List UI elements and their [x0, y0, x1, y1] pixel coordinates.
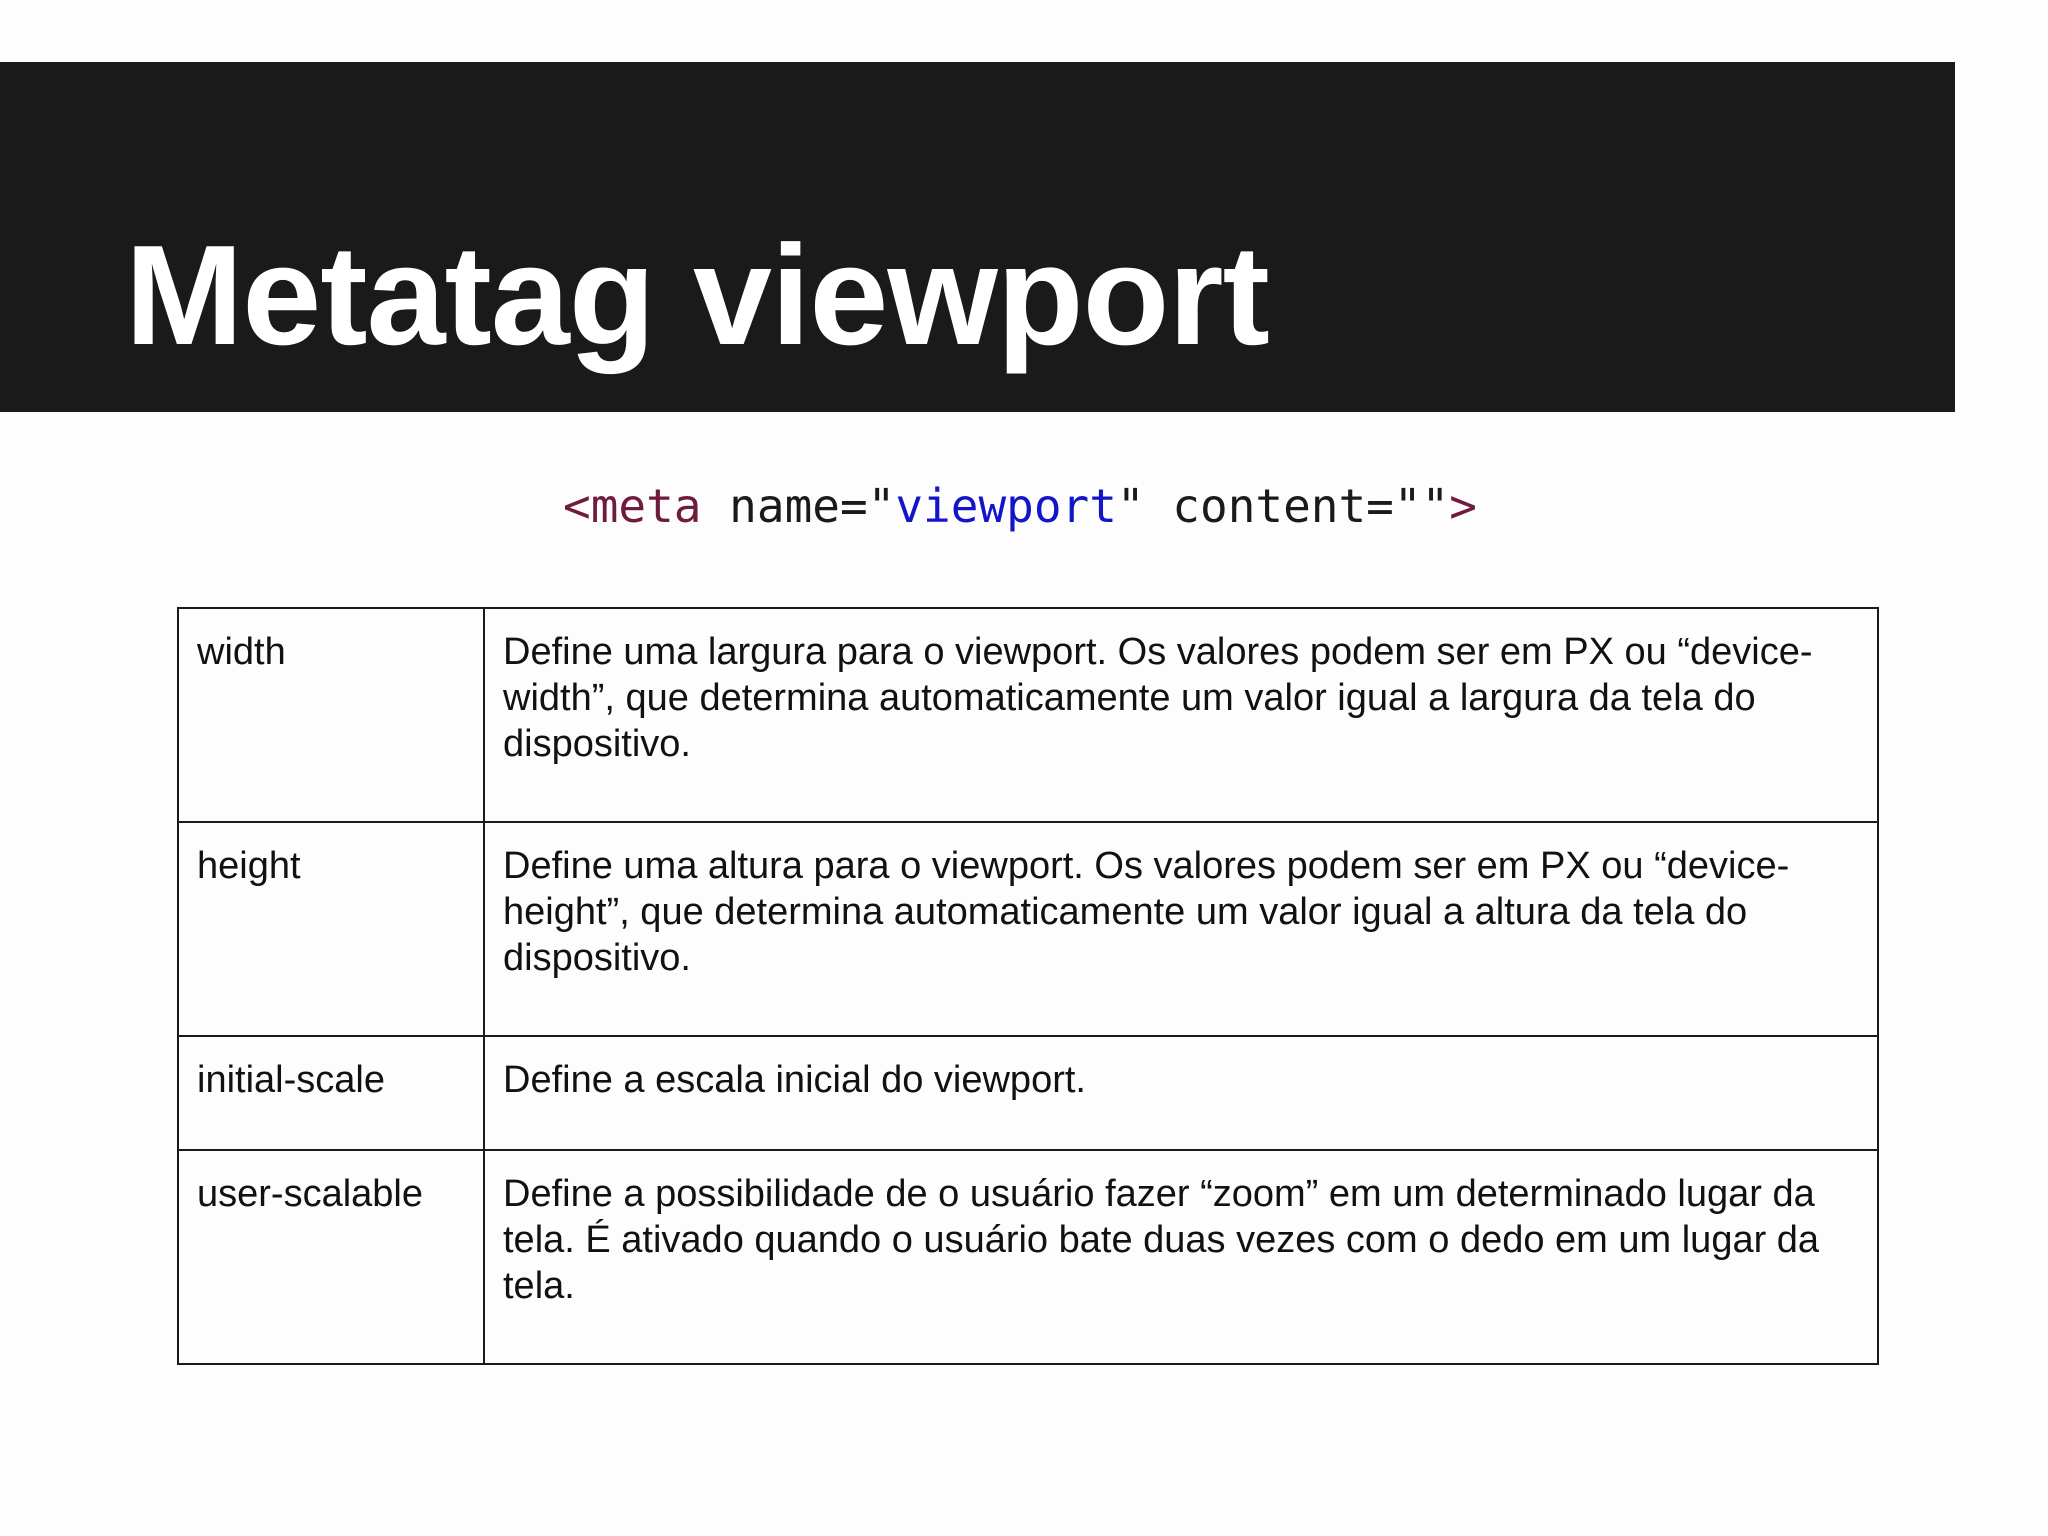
table-row [178, 822, 1878, 1036]
table-row [178, 608, 1878, 822]
property-description: Define a escala inicial do viewport. [484, 1036, 1878, 1150]
property-description: Define uma altura para o viewport. Os valores podem ser em PX ou “device-height”, que determina automaticamente um valor igual a altura da tela do dispositivo. [484, 822, 1878, 1036]
property-description: Define uma largura para o viewport. Os valores podem ser em PX ou “device-width”, que determina automaticamente um valor igual a largura da tela do dispositivo. [484, 608, 1878, 822]
code-tag-open: <meta [563, 479, 702, 533]
code-content-attr: " content="" [1116, 479, 1450, 533]
property-description: Define a possibilidade de o usuário fazer “zoom” em um determinado lugar da tela. É ativado quando o usuário bate duas vezes com o dedo em um lugar da tela. [484, 1150, 1878, 1364]
code-tag-close: > [1449, 479, 1477, 533]
table-row [178, 1036, 1878, 1150]
code-name-value: viewport [895, 479, 1117, 533]
property-name: initial-scale [178, 1036, 484, 1150]
table-row [178, 1150, 1878, 1364]
viewport-properties-table [177, 607, 1879, 1365]
code-name-attr: name=" [701, 479, 896, 533]
property-name: width [178, 608, 484, 822]
property-name: user-scalable [178, 1150, 484, 1364]
property-name: height [178, 822, 484, 1036]
slide-title: Metatag viewport [125, 216, 1269, 375]
code-snippet [563, 476, 1477, 536]
